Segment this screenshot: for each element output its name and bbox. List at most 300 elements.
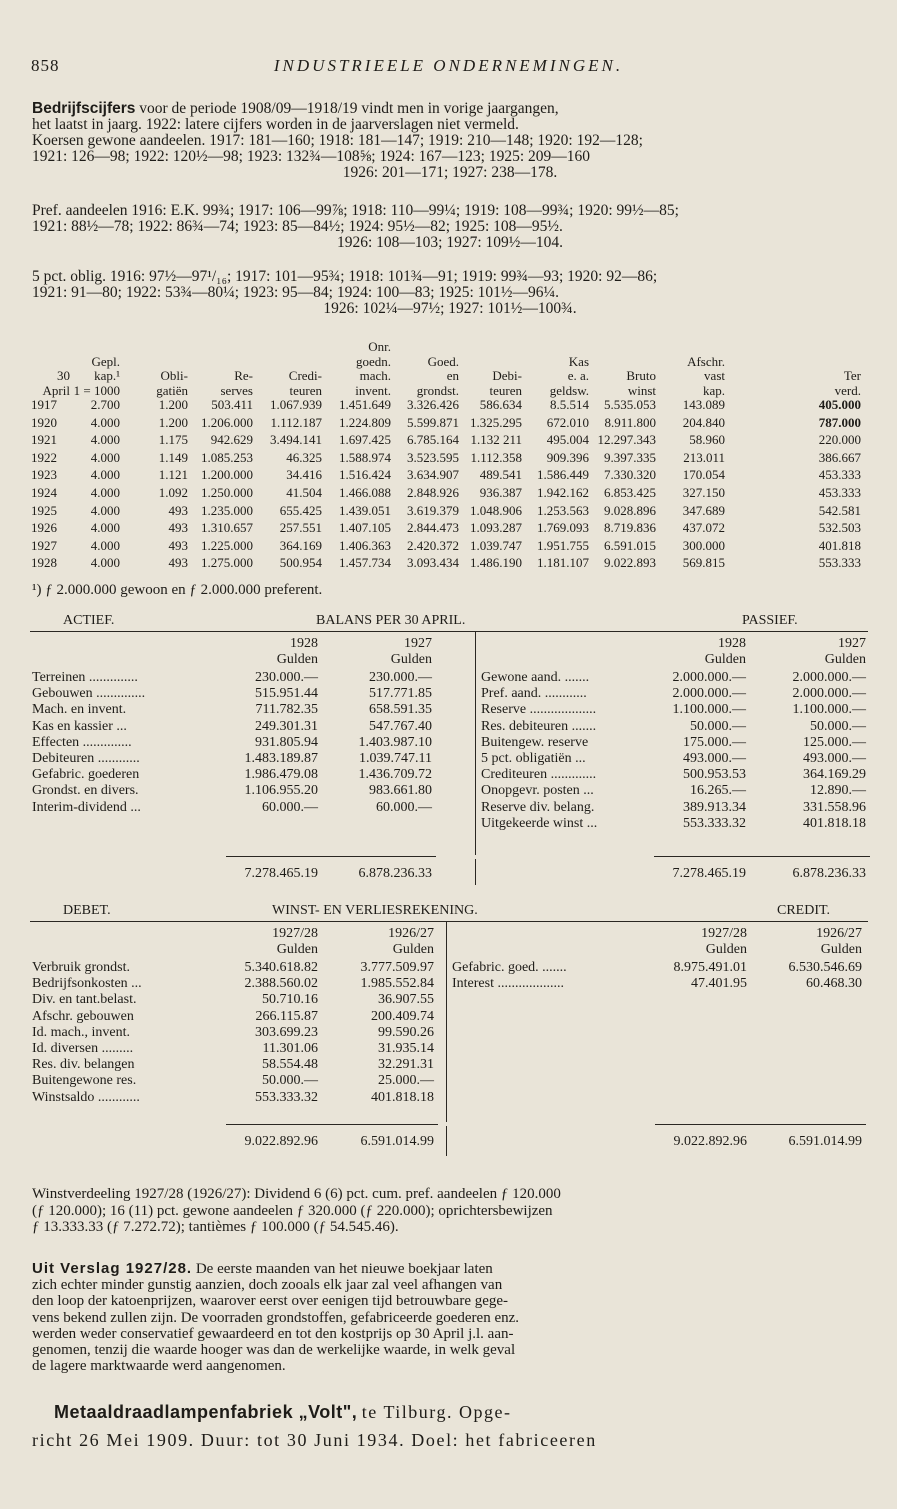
bedrijfscijfers-line: het laatst in jaarg. 1922: latere cijfers worden in de jaarverslagen niet vermeld. bbox=[32, 116, 519, 133]
account-value: 2.000.000.— bbox=[672, 670, 746, 685]
balans-divider bbox=[475, 632, 476, 855]
account-value: 553.333.32 bbox=[255, 1089, 318, 1105]
stats-value-cell: 500.954 bbox=[279, 555, 322, 571]
volt-heading-rest: te Tilburg. Opge- bbox=[361, 1402, 512, 1422]
stats-value-cell: 1.486.190 bbox=[470, 555, 522, 571]
stats-value-cell: 437.072 bbox=[682, 520, 725, 536]
stats-value-cell: 1.588.974 bbox=[339, 449, 391, 465]
account-value: 50.000.— bbox=[690, 718, 746, 734]
stats-value-cell: 1.225.000 bbox=[201, 537, 253, 553]
account-value: 553.333.32 bbox=[683, 815, 746, 831]
obligaties-line: 1921: 91—80; 1922: 53¾—80¼; 1923: 95—84; 1924: 100—83; 1925: 101½—96¼. bbox=[32, 284, 560, 301]
account-value: 331.558.96 bbox=[803, 799, 866, 815]
account-value: 493.000.— bbox=[803, 751, 866, 766]
account-label: Kas en kassier ... bbox=[32, 718, 127, 734]
verslag-line: den loop der katoenprijzen, waarover eerst over eenigen tijd betrouwbare gege- bbox=[32, 1293, 509, 1310]
stats-value-cell: 586.634 bbox=[479, 397, 522, 412]
stats-year-cell: 1925 bbox=[31, 502, 57, 518]
stats-value-cell: 503.411 bbox=[211, 397, 253, 412]
stats-value-cell: 2.700 bbox=[90, 397, 120, 412]
year-header: 1928 bbox=[290, 636, 318, 651]
stats-header-cell: 30 bbox=[57, 368, 70, 384]
stats-value-cell: 58.960 bbox=[689, 432, 725, 448]
verslag-line: de lagere marktwaarde werd aangenomen. bbox=[32, 1358, 286, 1375]
stats-header-cell: verd. bbox=[834, 383, 861, 399]
stats-value-cell: 4.000 bbox=[90, 432, 120, 448]
account-value: 1.986.479.08 bbox=[244, 767, 318, 783]
account-value: 125.000.— bbox=[803, 734, 866, 750]
account-label: Buitengew. reserve bbox=[481, 734, 589, 750]
stats-value-cell: 3.523.595 bbox=[407, 449, 459, 465]
stats-value-cell: 8.5.514 bbox=[550, 397, 589, 412]
stats-value-cell: 1.149 bbox=[158, 449, 188, 465]
stats-header-cell: Re- bbox=[234, 368, 253, 384]
account-value: 32.291.31 bbox=[378, 1057, 434, 1073]
stats-header-cell: 1 = 1000 bbox=[73, 383, 120, 399]
account-value: 60.000.— bbox=[262, 799, 318, 815]
account-value: 175.000.— bbox=[683, 734, 746, 750]
stats-value-cell: 2.844.473 bbox=[407, 520, 459, 536]
stats-value-cell: 4.000 bbox=[90, 449, 120, 465]
account-label: Mach. en invent. bbox=[32, 702, 127, 718]
verslag-line: vens bekend zullen zijn. De voorraden grondstoffen, gefabriceerde goederen enz. bbox=[32, 1309, 520, 1326]
page-title: INDUSTRIEELE ONDERNEMINGEN. bbox=[273, 56, 624, 75]
stats-value-cell: 1.457.734 bbox=[339, 555, 391, 571]
stats-value-cell: 4.000 bbox=[90, 537, 120, 553]
stats-header-cell: grondst. bbox=[416, 383, 459, 399]
account-value: 493.000.— bbox=[683, 751, 746, 766]
account-label: Winstsaldo ............ bbox=[32, 1089, 140, 1105]
account-label: Grondst. en divers. bbox=[32, 783, 139, 799]
stats-value-cell: 4.000 bbox=[90, 520, 120, 536]
stats-value-cell: 1.250.000 bbox=[201, 485, 253, 500]
year-header: 1927 bbox=[838, 636, 866, 651]
bedrijfscijfers-line: voor de periode 1908/09—1918/19 vindt men in vorige jaargangen, bbox=[139, 100, 559, 117]
account-value: 31.935.14 bbox=[378, 1041, 434, 1056]
bedrijfscijfers-block bbox=[32, 101, 868, 181]
account-label: Onopgevr. posten ... bbox=[481, 783, 594, 799]
balans-right-title: PASSIEF. bbox=[742, 613, 798, 628]
stats-header-cell: invent. bbox=[355, 383, 391, 399]
total-value: 9.022.892.96 bbox=[673, 1134, 747, 1149]
account-value: 11.301.06 bbox=[262, 1041, 318, 1056]
balans-top-rule bbox=[30, 631, 868, 632]
stats-value-cell: 3.326.426 bbox=[407, 397, 459, 412]
stats-value-cell: 1.439.051 bbox=[339, 502, 391, 518]
stats-header-cell: Goed. bbox=[427, 353, 459, 369]
account-label: Gewone aand. ....... bbox=[481, 670, 590, 685]
account-label: Reserve div. belang. bbox=[481, 799, 595, 815]
account-label: Effecten .............. bbox=[32, 734, 132, 750]
stats-value-cell: 220.000 bbox=[818, 432, 861, 448]
stats-year-cell: 1928 bbox=[31, 555, 57, 571]
stats-value-cell: 204.840 bbox=[682, 414, 725, 430]
stats-value-cell: 1.200 bbox=[158, 397, 188, 412]
account-value: 1.483.189.87 bbox=[244, 751, 318, 766]
stats-value-cell: 1.586.449 bbox=[537, 467, 589, 483]
stats-value-cell: 489.541 bbox=[479, 467, 522, 483]
stats-value-cell: 1.067.939 bbox=[270, 397, 322, 412]
stats-value-cell: 1.132 211 bbox=[470, 432, 522, 448]
stats-value-cell: 300.000 bbox=[682, 537, 725, 553]
total-value: 6.878.236.33 bbox=[792, 866, 866, 881]
unit-header: Gulden bbox=[276, 942, 318, 957]
stats-value-cell: 1.466.088 bbox=[339, 485, 391, 500]
stats-value-cell: 1.092 bbox=[158, 485, 188, 500]
unit-header: Gulden bbox=[390, 652, 432, 667]
stats-year-cell: 1921 bbox=[31, 432, 57, 448]
account-value: 6.530.546.69 bbox=[788, 960, 862, 975]
account-value: 1.985.552.84 bbox=[360, 976, 434, 992]
stats-value-cell: 9.022.893 bbox=[604, 555, 656, 571]
stats-header-cell: serves bbox=[220, 383, 253, 399]
account-label: Interim-dividend ... bbox=[32, 799, 141, 815]
balans-divider-total bbox=[475, 859, 476, 885]
stats-value-cell: 143.089 bbox=[682, 397, 725, 412]
stats-year-cell: 1927 bbox=[31, 537, 57, 553]
stats-value-cell: 493 bbox=[168, 502, 188, 518]
account-value: 931.805.94 bbox=[255, 734, 318, 750]
verslag-line: De eerste maanden van het nieuwe boekjaar laten bbox=[195, 1261, 493, 1277]
stats-header-cell: en bbox=[446, 368, 459, 384]
winst-right-title: CREDIT. bbox=[777, 903, 831, 918]
account-value: 60.468.30 bbox=[806, 976, 862, 992]
account-label: 5 pct. obligatiën ... bbox=[481, 751, 586, 766]
total-rule bbox=[655, 1124, 866, 1125]
stats-value-cell: 1.697.425 bbox=[339, 432, 391, 448]
stats-value-cell: 6.785.164 bbox=[407, 432, 459, 448]
stats-year-cell: 1926 bbox=[31, 520, 57, 536]
bedrijfscijfers-line: 1926: 201—171; 1927: 238—178. bbox=[342, 164, 558, 181]
year-header: 1927/28 bbox=[701, 926, 747, 941]
stats-value-cell: 1.310.657 bbox=[201, 520, 253, 536]
account-value: 1.100.000.— bbox=[672, 702, 746, 718]
stats-header-cell: mach. bbox=[359, 368, 391, 384]
stats-value-cell: 3.093.434 bbox=[407, 555, 459, 571]
stats-value-cell: 4.000 bbox=[90, 414, 120, 430]
stats-header-cell: Bruto bbox=[626, 368, 656, 384]
stats-value-cell: 4.000 bbox=[90, 467, 120, 483]
account-value: 25.000.— bbox=[378, 1073, 434, 1089]
stats-value-cell: 170.054 bbox=[682, 467, 725, 483]
year-header: 1928 bbox=[718, 636, 746, 651]
winstverdeeling-line: Winstverdeeling 1927/28 (1926/27): Dividend 6 (6) pct. cum. pref. aandeelen ƒ 120.000 bbox=[32, 1186, 561, 1202]
account-value: 50.000.— bbox=[810, 718, 866, 734]
stats-header-cell: geldsw. bbox=[549, 383, 589, 399]
volt-line: richt 26 Mei 1909. Duur: tot 30 Juni 1934. Doel: het fabriceeren bbox=[32, 1430, 597, 1450]
account-value: 658.591.35 bbox=[369, 702, 432, 718]
account-label: Id. mach., invent. bbox=[32, 1024, 130, 1040]
stats-header-cell: kap.¹ bbox=[94, 368, 120, 384]
unit-header: Gulden bbox=[705, 942, 747, 957]
stats-year-cell: 1917 bbox=[31, 397, 57, 412]
winstverdeeling-line: ƒ 13.333.33 (ƒ 7.272.72); tantièmes ƒ 100.000 (ƒ 54.545.46). bbox=[32, 1219, 399, 1235]
stats-value-cell: 3.619.379 bbox=[407, 502, 459, 518]
stats-value-cell: 1.516.424 bbox=[339, 467, 391, 483]
page-number: 858 bbox=[31, 56, 60, 75]
stats-value-cell: 5.535.053 bbox=[604, 397, 656, 412]
stats-header-cell: Onr. bbox=[368, 339, 391, 354]
stats-value-cell: 495.004 bbox=[546, 432, 589, 448]
bedrijfscijfers-lead: Bedrijfscijfers bbox=[32, 100, 136, 117]
stats-value-cell: 1.112.358 bbox=[470, 449, 522, 465]
account-label: Pref. aand. ............ bbox=[481, 686, 587, 702]
verslag-line: genomen, tenzij die waarde hooger was dan de werkelijke waarde, in welk geval bbox=[32, 1342, 516, 1359]
account-value: 249.301.31 bbox=[255, 718, 318, 734]
stats-value-cell: 41.504 bbox=[286, 485, 322, 500]
stats-header-cell: kap. bbox=[702, 383, 725, 399]
stats-value-cell: 386.667 bbox=[818, 449, 861, 465]
account-value: 500.953.53 bbox=[683, 767, 746, 783]
winstverdeeling-line: (ƒ 120.000); 16 (11) pct. gewone aandeelen ƒ 320.000 (ƒ 220.000); oprichtersbewijzen bbox=[32, 1202, 553, 1219]
account-value: 230.000.— bbox=[369, 670, 432, 685]
stats-header-cell: Credi- bbox=[288, 368, 322, 384]
winst-left-title: DEBET. bbox=[63, 903, 111, 918]
stats-value-cell: 936.387 bbox=[479, 485, 522, 500]
account-label: Afschr. gebouwen bbox=[32, 1008, 134, 1024]
verslag-line: zich echter minder gunstig aanzien, doch zooals elk jaar zal veel afhangen van bbox=[32, 1277, 503, 1294]
account-value: 12.890.— bbox=[810, 783, 866, 799]
stats-value-cell: 2.420.372 bbox=[407, 537, 459, 553]
account-value: 1.039.747.11 bbox=[359, 751, 432, 766]
balans-left-title: ACTIEF. bbox=[63, 613, 115, 628]
stats-value-cell: 1.406.363 bbox=[339, 537, 391, 553]
stats-value-cell: 6.853.425 bbox=[604, 485, 656, 500]
stats-year-cell: 1920 bbox=[31, 414, 57, 430]
verslag-line: werden weder conservatief gewaardeerd en tot den kostprijs op 30 April j.l. aan- bbox=[32, 1325, 514, 1342]
account-value: 50.000.— bbox=[262, 1073, 318, 1089]
account-label: Gefabric. goederen bbox=[32, 767, 140, 783]
stats-value-cell: 1.200.000 bbox=[201, 467, 253, 483]
account-label: Id. diversen ......... bbox=[32, 1041, 134, 1056]
bedrijfscijfers-line: 1921: 126—98; 1922: 120½—98; 1923: 132¾—108⅝; 1924: 167—123; 1925: 209—160 bbox=[32, 148, 591, 165]
account-value: 303.699.23 bbox=[255, 1024, 318, 1040]
stats-footnote: ¹) ƒ 2.000.000 gewoon en ƒ 2.000.000 preferent. bbox=[32, 582, 323, 598]
account-label: Buitengewone res. bbox=[32, 1073, 137, 1089]
stats-value-cell: 1.048.906 bbox=[470, 502, 522, 518]
stats-value-cell: 553.333 bbox=[818, 555, 861, 571]
account-value: 401.818.18 bbox=[371, 1089, 434, 1105]
account-label: Debiteuren ............ bbox=[32, 751, 140, 766]
stats-value-cell: 453.333 bbox=[818, 485, 861, 500]
stats-value-cell: 364.169 bbox=[279, 537, 322, 553]
stats-header-cell: winst bbox=[627, 383, 656, 399]
stats-value-cell: 787.000 bbox=[818, 414, 861, 430]
stats-header-cell: teuren bbox=[289, 383, 322, 399]
stats-value-cell: 1.093.287 bbox=[470, 520, 522, 536]
stats-value-cell: 1.451.649 bbox=[339, 397, 391, 412]
stats-value-cell: 1.275.000 bbox=[201, 555, 253, 571]
balans-center-title: BALANS PER 30 APRIL. bbox=[316, 613, 466, 628]
account-value: 517.771.85 bbox=[369, 686, 432, 702]
stats-value-cell: 493 bbox=[168, 537, 188, 553]
account-value: 266.115.87 bbox=[255, 1008, 318, 1024]
account-value: 1.100.000.— bbox=[792, 702, 866, 718]
stats-value-cell: 1.112.187 bbox=[270, 414, 322, 430]
total-value: 7.278.465.19 bbox=[672, 866, 746, 881]
total-rule bbox=[654, 856, 870, 857]
stats-header-cell: Obli- bbox=[160, 368, 188, 384]
stats-value-cell: 46.325 bbox=[286, 449, 322, 465]
stats-value-cell: 655.425 bbox=[279, 502, 322, 518]
year-header: 1926/27 bbox=[816, 926, 862, 941]
account-value: 2.000.000.— bbox=[672, 686, 746, 702]
account-label: Bedrijfsonkosten ... bbox=[32, 976, 142, 992]
account-value: 364.169.29 bbox=[803, 767, 866, 783]
account-value: 515.951.44 bbox=[255, 686, 318, 702]
stats-value-cell: 569.815 bbox=[682, 555, 725, 571]
stats-value-cell: 1.121 bbox=[158, 467, 188, 483]
stats-value-cell: 493 bbox=[168, 520, 188, 536]
stats-year-cell: 1924 bbox=[31, 485, 57, 500]
account-value: 3.777.509.97 bbox=[360, 960, 434, 975]
pref-line: 1921: 88½—78; 1922: 86¾—74; 1923: 85—84½; 1924: 95½—82; 1925: 108—95½. bbox=[32, 218, 563, 235]
stats-value-cell: 9.397.335 bbox=[604, 449, 656, 465]
account-value: 2.388.560.02 bbox=[244, 976, 318, 992]
total-rule bbox=[226, 856, 436, 857]
stats-value-cell: 453.333 bbox=[818, 467, 861, 483]
stats-value-cell: 1.235.000 bbox=[201, 502, 253, 518]
account-label: Gefabric. goed. ....... bbox=[452, 960, 567, 975]
volt-heading bbox=[54, 1402, 511, 1423]
account-label: Reserve ................... bbox=[481, 702, 597, 718]
stats-value-cell: 8.911.800 bbox=[604, 414, 656, 430]
stats-value-cell: 1.951.755 bbox=[537, 537, 589, 553]
stats-year-cell: 1922 bbox=[31, 449, 57, 465]
total-value: 6.591.014.99 bbox=[360, 1134, 434, 1149]
total-value: 6.591.014.99 bbox=[788, 1134, 862, 1149]
winst-top-rule bbox=[30, 921, 868, 922]
stats-header-cell: Afschr. bbox=[687, 353, 725, 369]
stats-value-cell: 1.224.809 bbox=[339, 414, 391, 430]
stats-header-cell: gatiën bbox=[156, 383, 188, 399]
account-value: 16.265.— bbox=[690, 783, 746, 799]
stats-value-cell: 542.581 bbox=[818, 502, 861, 518]
volt-company-name: Metaaldraadlampenfabriek „Volt", bbox=[54, 1402, 358, 1422]
year-header: 1927/28 bbox=[272, 926, 318, 941]
stats-header-cell: vast bbox=[704, 368, 725, 384]
stats-value-cell: 1.325.295 bbox=[470, 414, 522, 430]
account-value: 401.818.18 bbox=[803, 815, 866, 831]
stats-value-cell: 12.297.343 bbox=[597, 432, 656, 448]
stats-value-cell: 1.407.105 bbox=[339, 520, 391, 536]
stats-header-cell: Kas bbox=[568, 353, 589, 369]
account-value: 711.782.35 bbox=[255, 702, 318, 718]
stats-value-cell: 7.330.320 bbox=[604, 467, 656, 483]
stats-value-cell: 1.200 bbox=[158, 414, 188, 430]
stats-value-cell: 8.719.836 bbox=[604, 520, 656, 536]
pref-line: 1926: 108—103; 1927: 109½—104. bbox=[336, 234, 564, 251]
stats-value-cell: 4.000 bbox=[90, 485, 120, 500]
stats-value-cell: 1.181.107 bbox=[537, 555, 589, 571]
account-label: Crediteuren ............. bbox=[481, 767, 597, 783]
stats-header-cell: goedn. bbox=[355, 353, 391, 369]
stats-value-cell: 532.503 bbox=[818, 520, 861, 536]
account-value: 230.000.— bbox=[255, 670, 318, 685]
account-value: 99.590.26 bbox=[378, 1024, 434, 1040]
stats-value-cell: 1.769.093 bbox=[537, 520, 589, 536]
stats-value-cell: 909.396 bbox=[546, 449, 589, 465]
stats-value-cell: 34.416 bbox=[286, 467, 322, 483]
stats-value-cell: 1.085.253 bbox=[201, 449, 253, 465]
stats-value-cell: 213.011 bbox=[683, 449, 725, 465]
verslag-lead: Uit Verslag 1927/28. bbox=[32, 1260, 193, 1277]
stats-header-cell: e. a. bbox=[567, 368, 589, 384]
stats-header-cell: Gepl. bbox=[91, 353, 120, 369]
stats-value-cell: 672.010 bbox=[546, 414, 589, 430]
stats-value-cell: 257.551 bbox=[279, 520, 322, 536]
obligaties-line: 5 pct. oblig. 1916: 97½—97¹/₁₆; 1917: 101—95¾; 1918: 101¾—91; 1919: 99¾—93; 1920: 92—86; bbox=[32, 268, 658, 285]
account-label: Div. en tant.belast. bbox=[32, 992, 137, 1008]
pref-block bbox=[32, 203, 868, 251]
stats-value-cell: 1.175 bbox=[158, 432, 188, 448]
unit-header: Gulden bbox=[704, 652, 746, 667]
account-value: 983.661.80 bbox=[369, 783, 432, 799]
stats-header-cell: Ter bbox=[843, 368, 861, 384]
stats-value-cell: 5.599.871 bbox=[407, 414, 459, 430]
account-label: Interest ................... bbox=[452, 976, 564, 992]
stats-value-cell: 327.150 bbox=[682, 485, 725, 500]
account-value: 2.000.000.— bbox=[792, 686, 866, 702]
account-label: Verbruik grondst. bbox=[32, 960, 130, 975]
total-value: 6.878.236.33 bbox=[358, 866, 432, 881]
total-rule bbox=[226, 1124, 438, 1125]
unit-header: Gulden bbox=[824, 652, 866, 667]
stats-value-cell: 405.000 bbox=[818, 397, 861, 412]
stats-value-cell: 493 bbox=[168, 555, 188, 571]
stats-value-cell: 6.591.015 bbox=[604, 537, 656, 553]
account-label: Uitgekeerde winst ... bbox=[481, 815, 598, 831]
winst-center-title: WINST- EN VERLIESREKENING. bbox=[272, 903, 478, 918]
stats-header-cell: April bbox=[42, 383, 70, 399]
account-value: 1.436.709.72 bbox=[358, 767, 432, 783]
stats-year-cell: 1923 bbox=[31, 467, 57, 483]
account-value: 58.554.48 bbox=[262, 1057, 318, 1073]
total-value: 7.278.465.19 bbox=[244, 866, 318, 881]
unit-header: Gulden bbox=[392, 942, 434, 957]
stats-value-cell: 401.818 bbox=[818, 537, 861, 553]
account-label: Res. div. belangen bbox=[32, 1057, 135, 1073]
stats-value-cell: 9.028.896 bbox=[604, 502, 656, 518]
winst-divider bbox=[446, 922, 447, 1122]
winst-divider-total bbox=[446, 1126, 447, 1156]
account-value: 389.913.34 bbox=[683, 799, 746, 815]
year-header: 1926/27 bbox=[388, 926, 434, 941]
bedrijfscijfers-line: Koersen gewone aandeelen. 1917: 181—160; 1918: 181—147; 1919: 210—148; 1920: 192—128; bbox=[32, 132, 643, 149]
unit-header: Gulden bbox=[276, 652, 318, 667]
total-value: 9.022.892.96 bbox=[244, 1134, 318, 1149]
account-value: 547.767.40 bbox=[369, 718, 432, 734]
pref-line: Pref. aandeelen 1916: E.K. 99¾; 1917: 106—99⅞; 1918: 110—99¼; 1919: 108—99¾; 1920: 99½—85; bbox=[32, 202, 679, 219]
stats-value-cell: 3.634.907 bbox=[407, 467, 459, 483]
account-label: Res. debiteuren ....... bbox=[481, 718, 597, 734]
stats-value-cell: 1.206.000 bbox=[201, 414, 253, 430]
stats-header-cell: Debi- bbox=[492, 368, 522, 384]
account-value: 1.403.987.10 bbox=[358, 734, 432, 750]
account-value: 5.340.618.82 bbox=[244, 960, 318, 975]
stats-value-cell: 1.039.747 bbox=[470, 537, 522, 553]
stats-value-cell: 347.689 bbox=[682, 502, 725, 518]
stats-value-cell: 3.494.141 bbox=[270, 432, 322, 448]
stats-value-cell: 4.000 bbox=[90, 502, 120, 518]
account-value: 47.401.95 bbox=[691, 976, 747, 992]
obligaties-line: 1926: 102¼—97½; 1927: 101½—100¾. bbox=[323, 300, 577, 317]
account-value: 2.000.000.— bbox=[792, 670, 866, 685]
unit-header: Gulden bbox=[820, 942, 862, 957]
verslag-block bbox=[32, 1261, 868, 1374]
stats-header-cell: teuren bbox=[489, 383, 522, 399]
stats-value-cell: 2.848.926 bbox=[407, 485, 459, 500]
